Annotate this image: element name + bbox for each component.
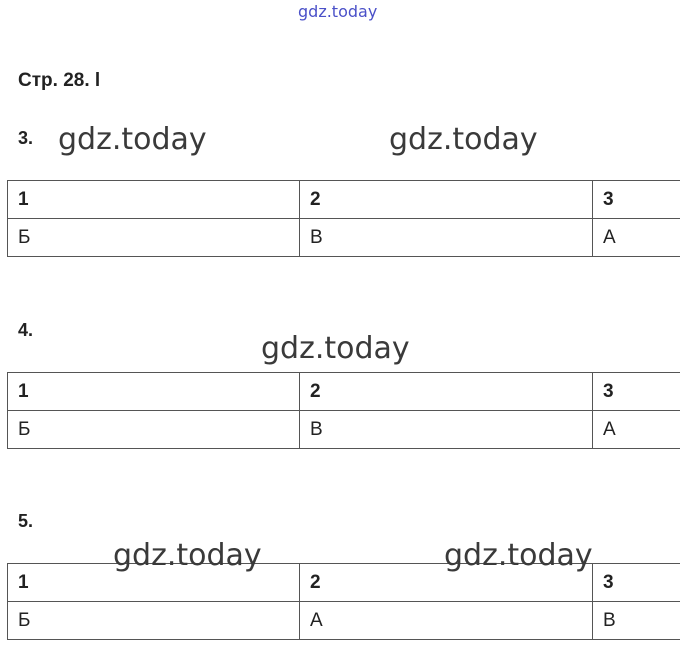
answer-table-5 bbox=[7, 563, 680, 640]
watermark: gdz.today bbox=[261, 331, 410, 366]
table-header-cell: 2 bbox=[300, 373, 593, 411]
answer-table-3 bbox=[7, 180, 680, 257]
table-answer-cell: В bbox=[593, 602, 680, 640]
table-header-cell: 3 bbox=[593, 181, 680, 219]
table-header-cell: 1 bbox=[8, 564, 300, 602]
section-number-4: 4. bbox=[18, 320, 34, 340]
table-answer-cell: Б bbox=[8, 602, 300, 640]
section-number-5: 5. bbox=[18, 511, 34, 531]
watermark: gdz.today bbox=[444, 538, 593, 573]
table-answer-cell: В bbox=[300, 411, 593, 449]
top-watermark: gdz.today bbox=[298, 2, 378, 21]
table-header-cell: 3 bbox=[593, 564, 680, 602]
table-header-row bbox=[8, 373, 680, 411]
table-header-cell: 2 bbox=[300, 181, 593, 219]
table-header-cell: 1 bbox=[8, 181, 300, 219]
watermark: gdz.today bbox=[58, 122, 207, 157]
watermark: gdz.today bbox=[389, 122, 538, 157]
table-answer-cell: А bbox=[593, 411, 680, 449]
table-answer-cell: Б bbox=[8, 411, 300, 449]
table-header-row bbox=[8, 181, 680, 219]
table-header-cell: 1 bbox=[8, 373, 300, 411]
table-answer-cell: Б bbox=[8, 219, 300, 257]
table-answer-row bbox=[8, 219, 680, 257]
table-answer-cell: А bbox=[300, 602, 593, 640]
answer-table-4 bbox=[7, 372, 680, 449]
section-number-3: 3. bbox=[18, 128, 34, 148]
table-answer-row bbox=[8, 411, 680, 449]
table-answer-row bbox=[8, 602, 680, 640]
table-answer-cell: В bbox=[300, 219, 593, 257]
page-heading: Стр. 28. l bbox=[18, 70, 101, 91]
table-answer-cell: А bbox=[593, 219, 680, 257]
table-header-cell: 2 bbox=[300, 564, 593, 602]
watermark: gdz.today bbox=[113, 538, 262, 573]
table-header-cell: 3 bbox=[593, 373, 680, 411]
